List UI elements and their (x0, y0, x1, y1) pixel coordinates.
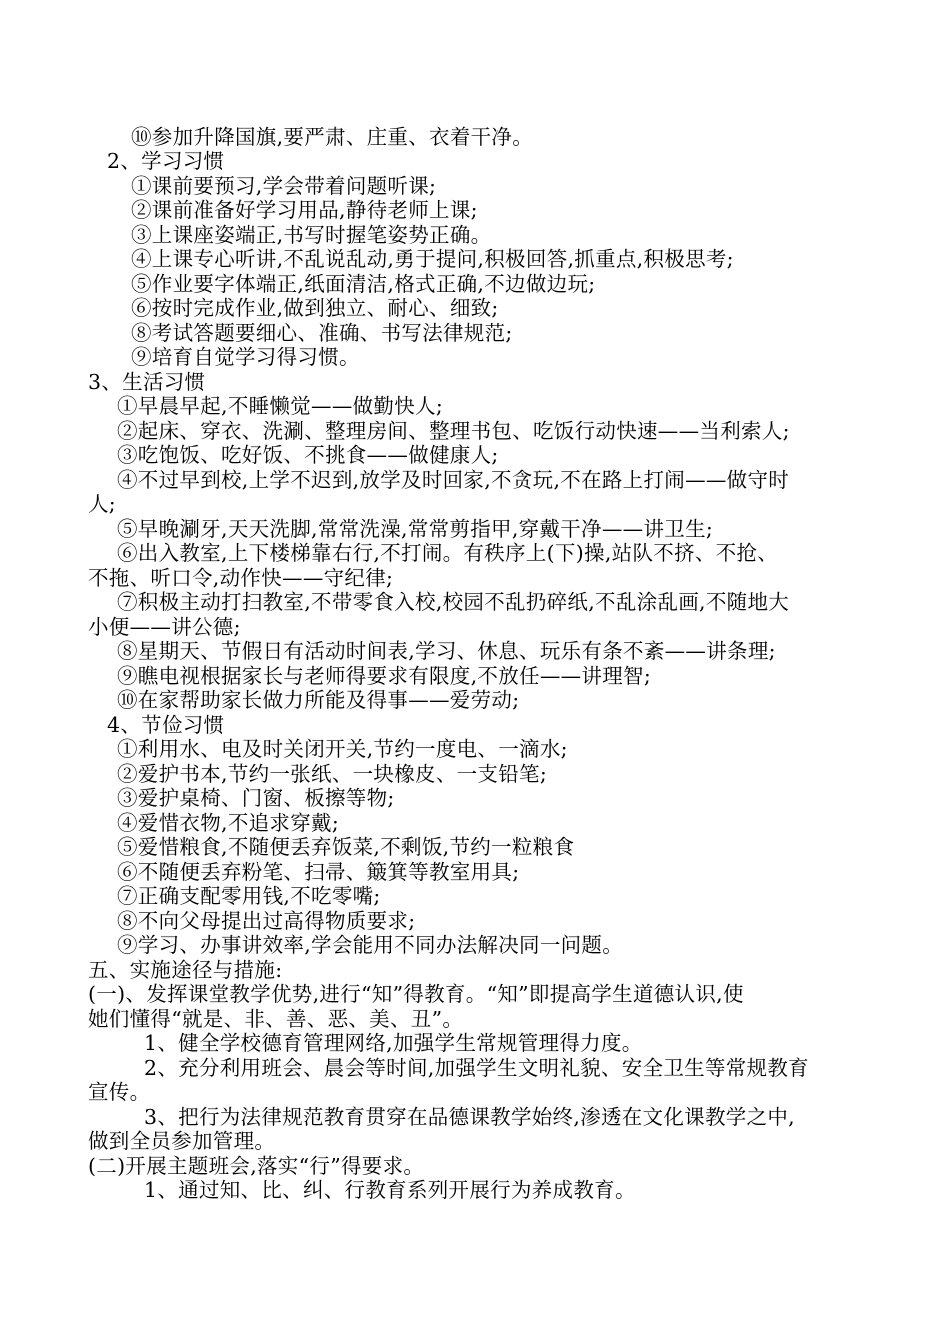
text-line: ⑩参加升降国旗,要严肃、庄重、衣着干净。 (131, 125, 534, 149)
text-line: ⑦积极主动打扫教室,不带零食入校,校园不乱扔碎纸,不乱涂乱画,不随地大 (117, 590, 790, 614)
text-line: 2、充分利用班会、晨会等时间,加强学生文明礼貌、安全卫生等常规教育 (144, 1056, 809, 1080)
text-line: ③爱护桌椅、门窗、板擦等物; (117, 786, 395, 810)
text-line: ②爱护书本,节约一张纸、一块橡皮、一支铅笔; (117, 762, 548, 786)
text-line: ③吃饱饭、吃好饭、不挑食——做健康人; (117, 443, 499, 467)
section-heading: 2、学习习惯 (107, 149, 225, 173)
text-line: ⑥出入教室,上下楼梯靠右行,不打闹。有秩序上(下)操,站队不挤、不抢、 (117, 541, 779, 565)
text-line: ①课前要预习,学会带着问题听课; (131, 174, 437, 198)
section-heading: 3、生活习惯 (88, 370, 206, 394)
text-line: ②起床、穿衣、洗涮、整理房间、整理书包、吃饭行动快速——当利索人; (117, 419, 790, 443)
text-line: ⑤早晚涮牙,天天洗脚,常常洗澡,常常剪指甲,穿戴干净——讲卫生; (117, 517, 714, 541)
text-line: (一)、发挥课堂教学优势,进行“知”得教育。“知”即提高学生道德认识,使 (88, 982, 744, 1006)
text-line: ⑨培育自觉学习得习惯。 (131, 345, 360, 369)
text-line: 人; (88, 492, 117, 516)
text-line: 1、健全学校德育管理网络,加强学生常规管理得力度。 (144, 1031, 643, 1055)
text-line: ⑤爱惜粮食,不随便丢弃饭菜,不剩饭,节约一粒粮食 (117, 835, 575, 859)
text-line: ⑥不随便丢弃粉笔、扫帚、簸箕等教室用具; (117, 860, 520, 884)
text-line: 做到全员参加管理。 (88, 1129, 276, 1153)
text-line: ⑥按时完成作业,做到独立、耐心、细致; (131, 296, 499, 320)
text-line: 小便——讲公德; (88, 615, 241, 639)
section-heading: 五、实施途径与措施: (88, 958, 283, 982)
text-line: ⑦正确支配零用钱,不吃零嘴; (117, 884, 381, 908)
text-line: 不拖、听口令,动作快——守纪律; (88, 566, 394, 590)
text-line: ⑨学习、办事讲效率,学会能用不同办法解决同一问题。 (117, 933, 624, 957)
text-line: ⑧星期天、节假日有活动时间表,学习、休息、玩乐有条不紊——讲条理; (117, 639, 776, 663)
text-line: 3、把行为法律规范教育贯穿在品德课教学始终,渗透在文化课教学之中, (144, 1105, 795, 1129)
text-line: 1、通过知、比、纠、行教育系列开展行为养成教育。 (144, 1178, 636, 1202)
text-line: ④上课专心听讲,不乱说乱动,勇于提问,积极回答,抓重点,积极思考; (131, 247, 734, 271)
text-line: 她们懂得“就是、非、善、恶、美、丑”。 (88, 1007, 464, 1031)
text-line: ④爱惜衣物,不追求穿戴; (117, 811, 340, 835)
text-line: ①早晨早起,不睡懒觉——做勤快人; (117, 394, 444, 418)
text-line: ⑤作业要字体端正,纸面清洁,格式正确,不边做边玩; (131, 272, 596, 296)
text-line: ⑩在家帮助家长做力所能及得事——爱劳动; (117, 688, 520, 712)
section-heading: 4、节俭习惯 (107, 713, 225, 737)
text-line: ③上课座姿端正,书写时握笔姿势正确。 (131, 223, 492, 247)
text-line: ⑧不向父母提出过高得物质要求; (117, 909, 416, 933)
text-line: 宣传。 (88, 1080, 151, 1104)
section-heading: (二)开展主题班会,落实“行”得要求。 (88, 1154, 425, 1178)
text-line: ⑨瞧电视根据家长与老师得要求有限度,不放任——讲理智; (117, 664, 652, 688)
text-line: ②课前准备好学习用品,静待老师上课; (131, 198, 478, 222)
text-line: ④不过早到校,上学不迟到,放学及时回家,不贪玩,不在路上打闹——做守时 (117, 468, 790, 492)
text-line: ①利用水、电及时关闭开关,节约一度电、一滴水; (117, 737, 568, 761)
text-line: ⑧考试答题要细心、准确、书写法律规范; (131, 321, 513, 345)
